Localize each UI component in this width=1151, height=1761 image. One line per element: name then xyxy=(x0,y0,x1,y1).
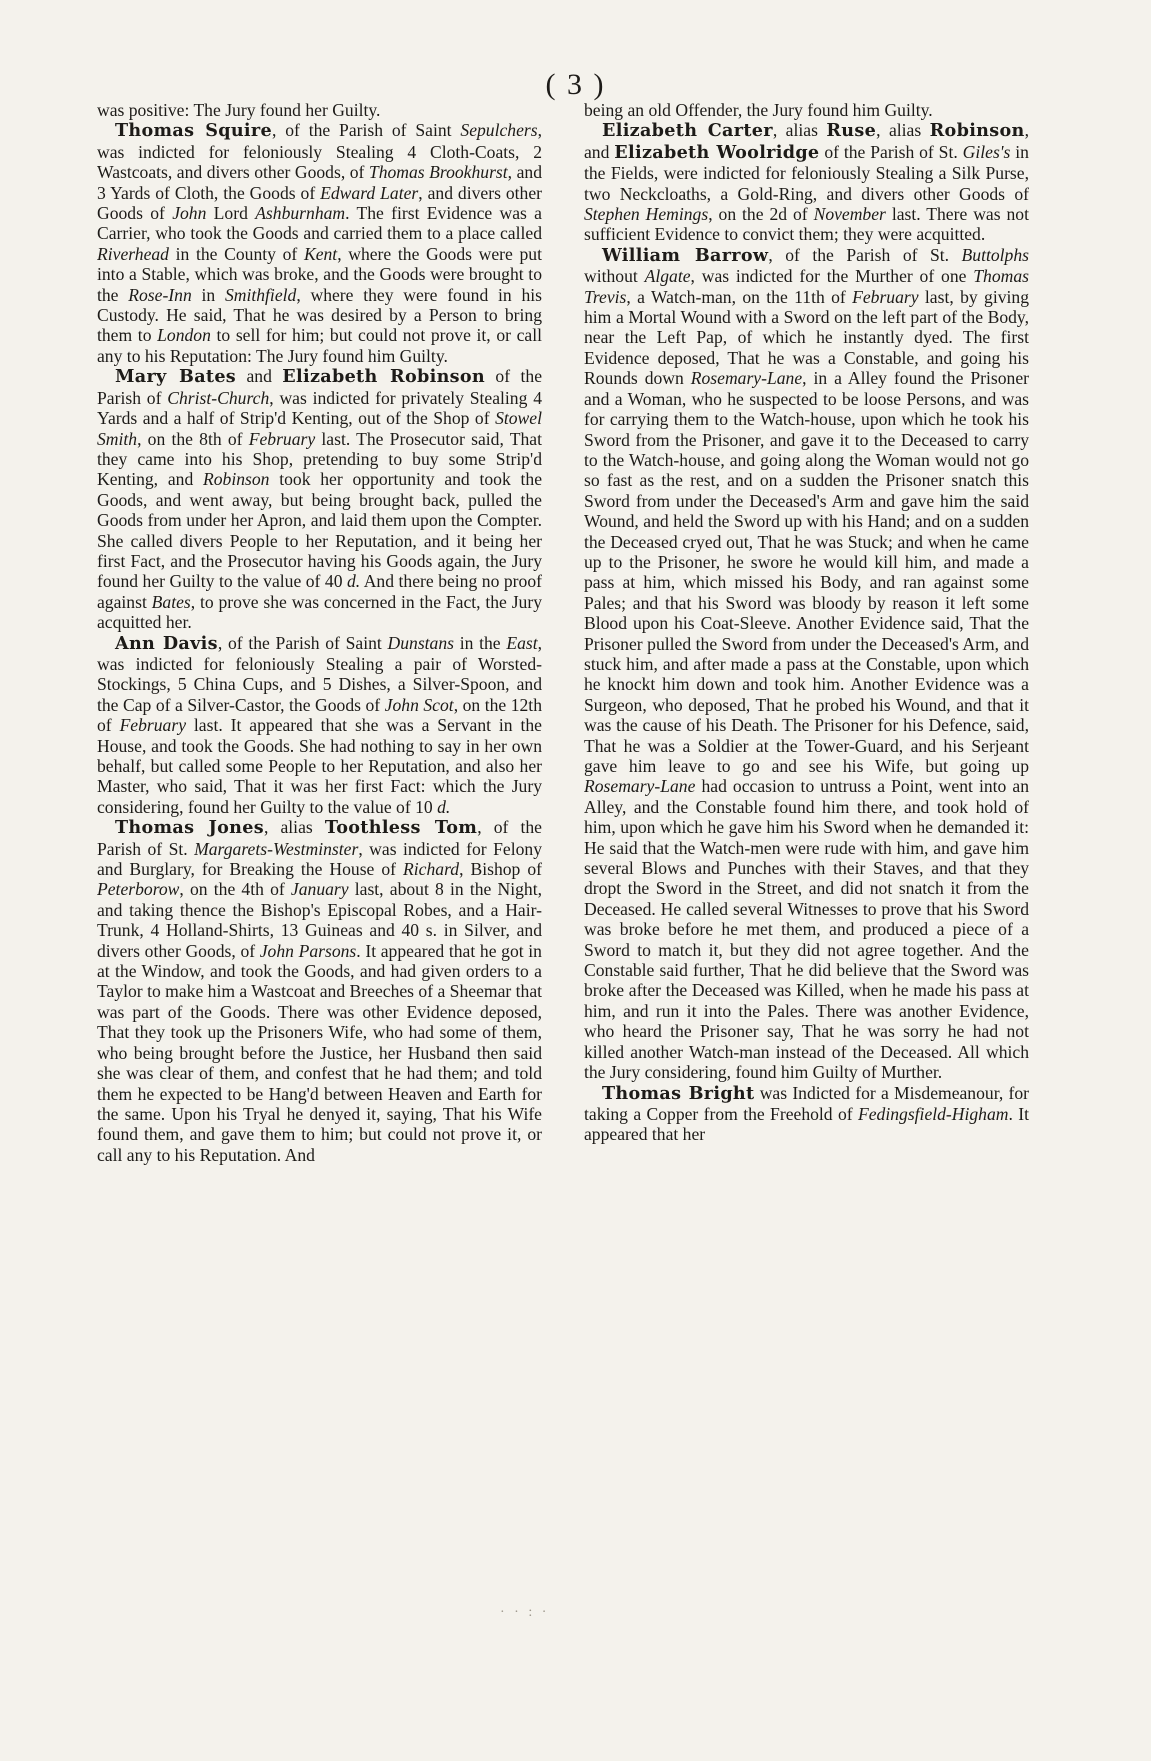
paragraph-text: last, about 8 in the Night, and taking thence the Bishop's Episcopal Robes, and a Hair-Trunk, 4 Holland-Shirts, 13 Guineas and 40 s. in Silver, and divers other Goods, of xyxy=(97,879,542,961)
paragraph-text: of the Parish of xyxy=(97,366,542,408)
italic-term: Stowel Smith xyxy=(97,408,542,449)
article-paragraph xyxy=(97,633,542,818)
paragraph-text: in the Fields, were indicted for feloniously Stealing a Silk Purse, two Neckcloaths, a Gold-Ring, and divers other Goods of xyxy=(584,141,1029,204)
paragraph-text: , and 3 Yards of Cloth, the Goods of xyxy=(97,162,542,203)
italic-term: Bates xyxy=(151,591,191,612)
italic-term: November xyxy=(813,204,886,225)
paragraph-text: had occasion to untruss a Point, went into an Alley, and the Constable found him there, and took hold of him, upon which he gave him his Sword when he demanded it: He said that the Watch-men were rude with him, and gave him several Blows and Punches with their Staves, and that they dropt the Sword in the Street, and did not snatch it from the Deceased. He called several Witnesses to prove that his Sword was broke before he met them, and produced a piece of a Sword to match it, but they did not agree together. And the Constable said further, That he did believe that the Sword was broke after the Deceased was Killed, when he made his pass at him, and run it into the Pales. There was another Evidence, who heard the Prisoner say, That he was sorry he had not killed another Watch-man instead of the Deceased. All which the Jury considering, found him Guilty of Murther. xyxy=(584,776,1029,1083)
paragraph-text: of the Parish of St. xyxy=(819,141,963,162)
paragraph-text: . The first Evidence was a Carrier, who took the Goods and carried them to a place called xyxy=(97,203,542,244)
article-paragraph xyxy=(584,100,1029,120)
paragraph-text: , was indicted for feloniously Stealing 4 Cloth-Coats, 2 Wastcoats, and divers other Goods, of xyxy=(97,120,542,183)
paragraph-text: and xyxy=(236,366,283,387)
italic-term: John xyxy=(172,203,207,224)
article-paragraph xyxy=(97,120,542,366)
italic-term: London xyxy=(157,325,211,346)
paragraph-text: in the County of xyxy=(168,243,304,264)
defendant-name: William Barrow xyxy=(602,244,769,266)
italic-term: Giles's xyxy=(962,141,1011,162)
paragraph-text: , alias xyxy=(876,120,930,141)
italic-term: Dunstans xyxy=(387,632,454,653)
italic-term: d. xyxy=(437,796,451,817)
paragraph-text: , alias xyxy=(263,817,325,838)
left-column xyxy=(97,100,542,1615)
defendant-name: Thomas Jones xyxy=(115,817,264,839)
italic-term: Rose-Inn xyxy=(128,284,192,305)
paragraph-text: last. The Prosecutor said, That they came into his Shop, pretending to buy some Strip'd Kenting, and xyxy=(97,428,542,490)
paragraph-text: , was indicted for privately Stealing 4 Yards and a half of Strip'd Kenting, out of the Shop of xyxy=(97,387,542,429)
italic-term: February xyxy=(852,286,919,307)
paragraph-text: , of the Parish of Saint xyxy=(217,632,388,653)
article-paragraph xyxy=(97,100,542,120)
paragraph-text: And there being no proof against xyxy=(97,571,542,612)
defendant-name: Toothless Tom xyxy=(324,817,478,839)
article-paragraph xyxy=(584,120,1029,244)
page-number: ( 3 ) xyxy=(545,68,606,101)
italic-term: Stephen Hemings xyxy=(584,204,709,225)
paragraph-text: , of the Parish of St. xyxy=(768,244,962,265)
defendant-name: Elizabeth Woolridge xyxy=(614,141,820,163)
paragraph-text: last. There was not sufficient Evidence to convict them; they were acquitted. xyxy=(584,204,1029,245)
paragraph-text: . It appeared that he got in at the Window, and took the Goods, and had given orders to a Taylor to make him a Wastcoat and Breeches of a Sheemar that was part of the Goods. There was other Evidence deposed, That they took up the Prisoners Wife, who had some of them, who being brought before the Justice, her Husband then said she was clear of them, and confest that he had them; and told them he expected to be Hang'd between Heaven and Earth for the same. Upon his Tryal he denyed it, saying, That his Wife found them, and gave them to him; but could not prove it, or call any to his Reputation. And xyxy=(97,940,542,1165)
italic-term: Richard xyxy=(403,859,460,880)
italic-term: d. xyxy=(347,571,361,592)
paragraph-text: , was indicted for Felony and Burglary, for Breaking the House of xyxy=(97,838,542,880)
paragraph-text: Lord xyxy=(206,203,256,224)
italic-term: February xyxy=(248,428,316,449)
italic-term: Smithfield xyxy=(224,284,297,305)
italic-term: Peterborow xyxy=(97,879,180,900)
paragraph-text: , was indicted for feloniously Stealing a pair of Worsted-Stockings, 5 China Cups, and 5 Dishes, a Silver-Spoon, and the Cap of a Silver-Castor, the Goods of xyxy=(97,632,542,715)
italic-term: Margarets-Westminster xyxy=(194,838,359,859)
paragraph-text: took her opportunity and took the Goods, and went away, but being brought back, pulled the Goods from under her Apron, and laid them upon the Compter. She called divers People to her Reputation, and it being her first Fact, and the Prosecutor having his Goods again, the Jury found her Guilty to the value of 40 xyxy=(97,469,542,592)
paragraph-text: , of the Parish of Saint xyxy=(271,120,461,141)
defendant-name: Elizabeth Robinson xyxy=(282,366,485,388)
italic-term: Algate xyxy=(644,266,691,287)
defendant-name: Ruse xyxy=(826,120,877,142)
paragraph-text: , a Watch-man, on the 11th of xyxy=(626,286,853,307)
defendant-name: Elizabeth Carter xyxy=(602,120,773,142)
paragraph-text: , on the 4th of xyxy=(179,879,291,900)
paragraph-text: , was indicted for the Murther of one xyxy=(690,266,974,287)
paragraph-text: without xyxy=(584,266,645,287)
paragraph-text: , in a Alley found the Prisoner and a Woman, who he suspected to be loose Persons, and was for carrying them to the Watch-house, upon which he took his Sword from the Prisoner, and gave it to the Deceased to carry to the Watch-house, and going along the Woman would not go so fast as the rest, and on a sudden the Prisoner snatch this Sword from under the Deceased's Arm and gave him the said Wound, and held the Sword up with his Hand; and on a sudden the Deceased cryed out, That he was Stuck; and when he came up to the Prisoner, he swore he would kill him, and made a pass at him, which missed his Body, and ran against some Pales; and that his Sword was bloody by reason it left some Blood upon his Coat-Sleeve. Another Evidence said, That the Prisoner pulled the Sword from under the Deceased's Arm, and stuck him, and after made a pass at the Constable, upon which he knockt him down and took him. Another Evidence was a Surgeon, who deposed, That he probed his Wound, and that it was the cause of his Death. The Prisoner for his Defence, said, That he was a Soldier at the Tower-Guard, and his Serjeant gave him leave to go and see his Wife, but going up xyxy=(584,368,1029,776)
italic-term: Riverhead xyxy=(97,243,169,264)
paragraph-text: , Bishop of xyxy=(459,859,542,880)
paragraph-text: , to prove she was concerned in the Fact, the Jury acquitted her. xyxy=(97,591,542,633)
article-paragraph xyxy=(97,366,542,632)
article-paragraph xyxy=(584,1083,1029,1145)
paragraph-text: , on the 2d of xyxy=(708,204,814,225)
italic-term: Kent xyxy=(303,243,338,264)
paragraph-text: . It appeared that her xyxy=(584,1103,1029,1145)
italic-term: Thomas Trevis xyxy=(584,266,1029,307)
italic-term: Ashburnham xyxy=(255,203,346,224)
defendant-name: Thomas Squire xyxy=(115,120,272,142)
paragraph-text: , and xyxy=(584,120,1029,162)
paragraph-text: , where they were found in his Custody. He said, That he was desired by a Person to bring them to xyxy=(97,284,542,346)
defendant-name: Ann Davis xyxy=(115,632,218,654)
italic-term: Buttolphs xyxy=(961,244,1029,265)
italic-term: Thomas Brookhurst xyxy=(368,162,508,183)
defendant-name: Mary Bates xyxy=(115,366,237,388)
article-paragraph xyxy=(97,817,542,1165)
defendant-name: Robinson xyxy=(929,120,1025,142)
paragraph-text: , alias xyxy=(772,120,827,141)
paragraph-text: last, by giving him a Mortal Wound with a Sword on the left part of the Body, near the Left Pap, of which he instantly dyed. The first Evidence deposed, That he was a Constable, and going his Rounds down xyxy=(584,286,1029,389)
italic-term: Sepulchers xyxy=(460,120,538,141)
italic-term: Edward Later xyxy=(320,182,419,203)
paragraph-text: , on the 8th of xyxy=(137,428,249,449)
italic-term: Rosemary-Lane xyxy=(584,776,696,797)
right-column xyxy=(584,100,1029,1615)
scan-smudge: · · : · xyxy=(500,1605,550,1620)
italic-term: East xyxy=(506,632,538,653)
italic-term: Rosemary-Lane xyxy=(690,368,803,389)
article-paragraph xyxy=(584,245,1029,1083)
paragraph-text: , and divers other Goods of xyxy=(97,182,542,224)
paragraph-text: , on the 12th of xyxy=(97,694,542,736)
paragraph-text: in xyxy=(191,284,225,305)
paragraph-text: last. It appeared that she was a Servant in the House, and took the Goods. She had nothing to say in her own behalf, but called some People to her Reputation, and also her Master, who said, That it was her first Fact: which the Jury considering, found her Guilty to the value of 10 xyxy=(97,715,542,817)
italic-term: Robinson xyxy=(203,469,270,490)
paragraph-text: in the xyxy=(454,632,507,653)
paragraph-text: being an old Offender, the Jury found him Guilty. xyxy=(584,100,933,120)
italic-term: February xyxy=(119,715,187,736)
italic-term: John Parsons xyxy=(259,940,357,961)
defendant-name: Thomas Bright xyxy=(602,1082,755,1104)
italic-term: John Scot xyxy=(384,694,454,715)
paragraph-text: , of the Parish of St. xyxy=(97,817,542,859)
italic-term: Christ-Church xyxy=(167,387,270,408)
paragraph-text: was Indicted for a Misdemeanour, for taking a Copper from the Freehold of xyxy=(584,1082,1029,1124)
paragraph-text: to sell for him; but could not prove it, or call any to his Reputation: The Jury found him Guilty. xyxy=(97,325,542,366)
paragraph-text: , where the Goods were put into a Stable, which was broke, and the Goods were brought to the xyxy=(97,243,542,305)
paragraph-text: was positive: The Jury found her Guilty. xyxy=(97,100,381,120)
italic-term: January xyxy=(290,879,349,900)
italic-term: Fedingsfield-Higham xyxy=(857,1103,1009,1124)
